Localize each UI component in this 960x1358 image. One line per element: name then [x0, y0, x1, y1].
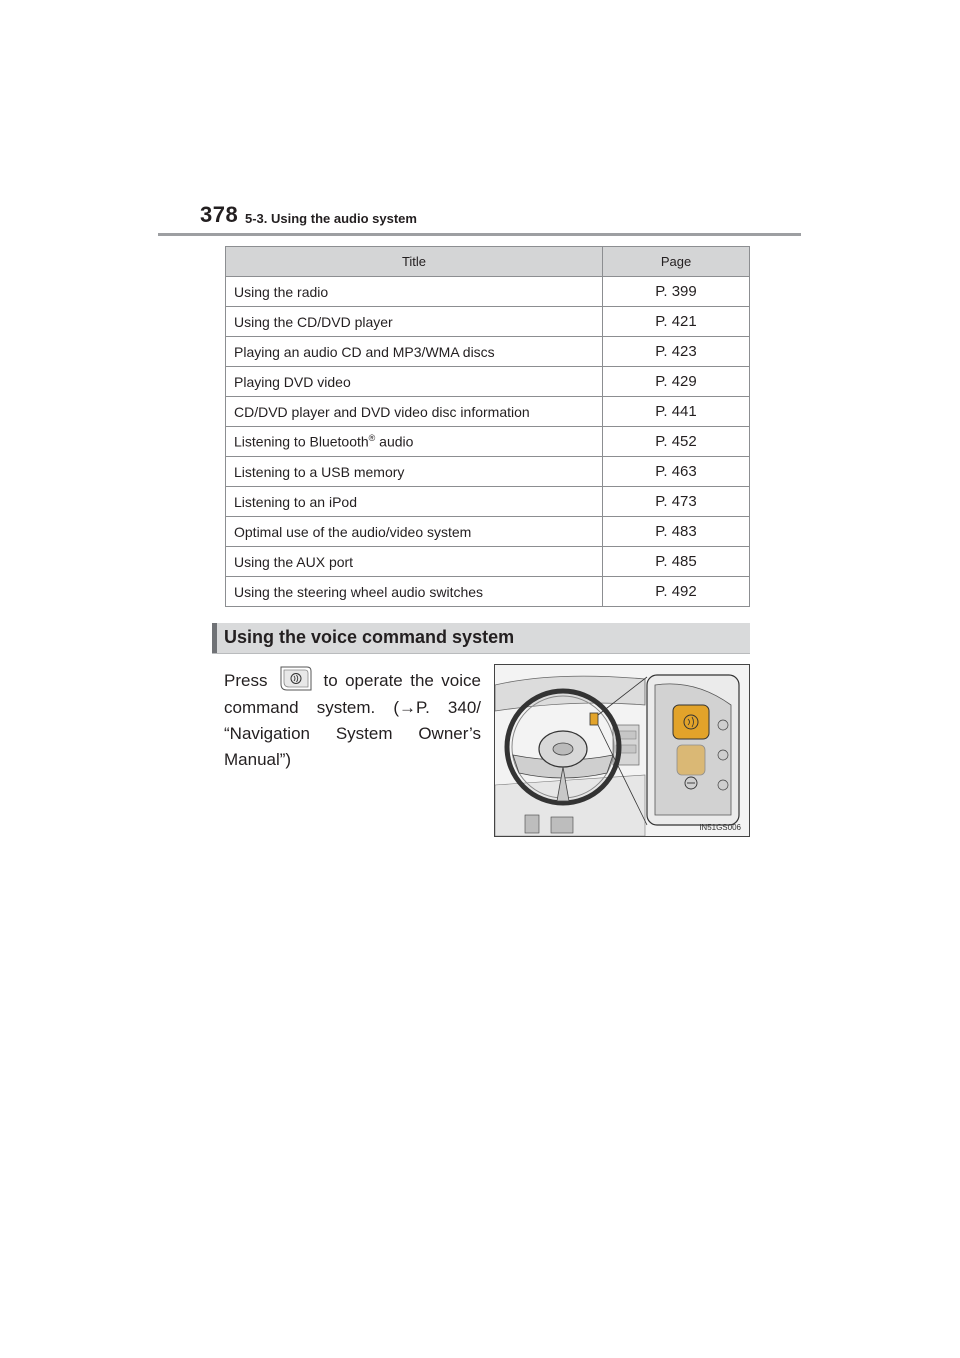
row-title-text: Listening to Bluetooth: [234, 433, 369, 450]
row-title: [226, 427, 603, 457]
row-page[interactable]: P. 485: [603, 547, 750, 577]
table-row: [226, 517, 750, 547]
voice-section-heading: [212, 623, 750, 654]
table-row: [226, 337, 750, 367]
table-row: [226, 397, 750, 427]
table-row: [226, 427, 750, 457]
row-title: Using the AUX port: [226, 547, 603, 577]
table-row: [226, 277, 750, 307]
table-row: [226, 547, 750, 577]
row-title: Playing an audio CD and MP3/WMA discs: [226, 337, 603, 367]
talk-switch-icon: [277, 665, 313, 692]
row-page[interactable]: P. 441: [603, 397, 750, 427]
header-rule: [158, 233, 801, 236]
table-row: [226, 457, 750, 487]
row-page[interactable]: P. 463: [603, 457, 750, 487]
steering-wheel-drawing: [495, 665, 749, 836]
table-row: [226, 487, 750, 517]
row-title: Using the steering wheel audio switches: [226, 577, 603, 607]
registered-mark: ®: [368, 433, 376, 444]
row-page[interactable]: P. 483: [603, 517, 750, 547]
row-page[interactable]: P. 421: [603, 307, 750, 337]
voice-instructions: [224, 668, 481, 773]
table-row: [226, 367, 750, 397]
column-header-page: Page: [603, 247, 750, 277]
row-page[interactable]: P. 429: [603, 367, 750, 397]
row-title: Using the radio: [226, 277, 603, 307]
table-row: [226, 307, 750, 337]
voice-section-title: Using the voice command system: [224, 627, 515, 647]
row-title: CD/DVD player and DVD video disc information: [226, 397, 603, 427]
row-page[interactable]: P. 452: [603, 427, 750, 457]
section-header: 5-3. Using the audio system: [245, 211, 417, 226]
row-title-suffix: audio: [375, 433, 414, 450]
row-page[interactable]: P. 492: [603, 577, 750, 607]
row-title: Optimal use of the audio/video system: [226, 517, 603, 547]
row-title: Playing DVD video: [226, 367, 603, 397]
row-page[interactable]: P. 399: [603, 277, 750, 307]
row-title: Listening to a USB memory: [226, 457, 603, 487]
page-number: 378: [200, 202, 239, 227]
steering-wheel-illustration: [494, 664, 750, 837]
audio-contents-table: [225, 246, 750, 607]
column-header-title: Title: [226, 247, 603, 277]
illustration-code: IN51GS006: [699, 823, 741, 832]
row-page[interactable]: P. 423: [603, 337, 750, 367]
table-row: [226, 577, 750, 607]
table-header-row: [226, 247, 750, 277]
heading-accent: [212, 623, 217, 653]
row-title: Using the CD/DVD player: [226, 307, 603, 337]
row-page[interactable]: P. 473: [603, 487, 750, 517]
press-text: Press: [224, 671, 268, 690]
row-title: Listening to an iPod: [226, 487, 603, 517]
instruction-text: to operate the voice command system. (→P. 340/ “Navigation System Owner’s Manual”): [224, 671, 481, 770]
